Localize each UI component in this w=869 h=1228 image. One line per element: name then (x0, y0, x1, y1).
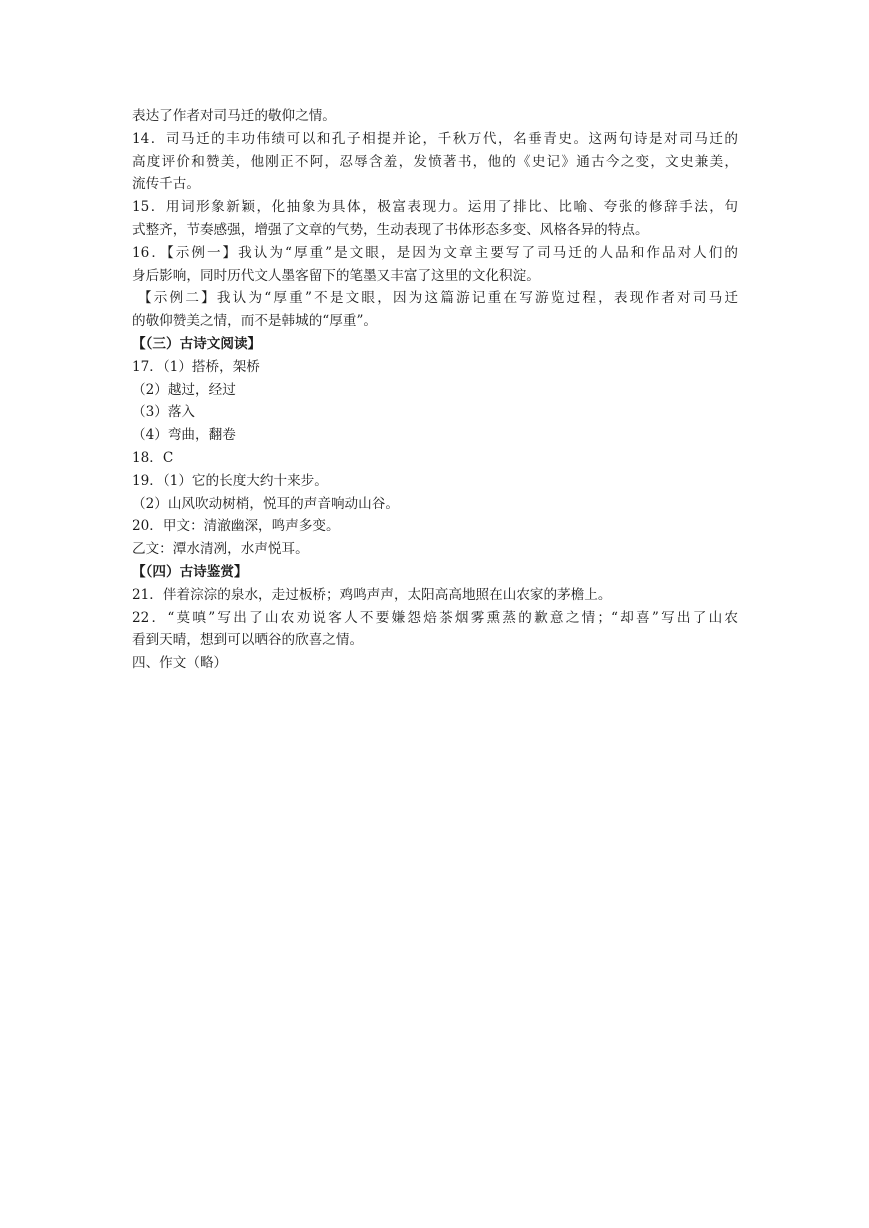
answer-text-body (132, 105, 738, 675)
answer-17-item-1: 17．（1）搭桥，架桥 (132, 358, 260, 375)
answer-19-item-2: （2）山风吹动树梢，悦耳的声音响动山谷。 (132, 495, 399, 512)
section-heading-3: 【（三）古诗文阅读】 (132, 335, 262, 352)
section-essay: 四、作文（略） (132, 655, 228, 672)
answer-17-item-4: （4）弯曲，翻卷 (132, 427, 236, 444)
text-line: 表达了作者对司马迁的敬仰之情。 (132, 108, 336, 124)
answer-17-item-2: （2）越过，经过 (132, 381, 236, 398)
answer-15-line-2: 式整齐，节奏感强，增强了文章的气势，生动表现了书体形态多变、风格各异的特点。 (132, 221, 649, 238)
answer-21: 21．伴着淙淙的泉水，走过板桥；鸡鸣声声，太阳高高地照在山农家的茅檐上。 (132, 586, 612, 603)
answer-22-line-1: 22．“莫嗔”写出了山农劝说客人不要嫌怨焙茶烟雾熏蒸的歉意之情；“却喜”写出了山农 (132, 609, 738, 626)
answer-16-line-1: 16．【示例一】我认为“厚重”是文眼，是因为文章主要写了司马迁的人品和作品对人们的 (132, 244, 738, 261)
answer-19-item-1: 19．（1）它的长度大约十来步。 (132, 472, 328, 489)
answer-20-part-a: 20．甲文：清澈幽深，鸣声多变。 (132, 518, 340, 535)
answer-22-line-2: 看到天晴，想到可以晒谷的欣喜之情。 (132, 632, 364, 649)
answer-14-line-3: 流传千古。 (132, 176, 200, 193)
answer-16-example-2-line-2: 的敬仰赞美之情，而不是韩城的“厚重”。 (132, 313, 377, 330)
answer-18: 18．C (132, 449, 174, 466)
answer-14-line-2: 高度评价和赞美，他刚正不阿，忍辱含羞，发愤著书，他的《史记》通古今之变，文史兼美， (132, 153, 738, 170)
answer-16-line-2: 身后影响，同时历代文人墨客留下的笔墨又丰富了这里的文化积淀。 (132, 267, 540, 284)
answer-14-line-1: 14．司马迁的丰功伟绩可以和孔子相提并论，千秋万代，名垂青史。这两句诗是对司马迁的 (132, 130, 738, 147)
answer-15-line-1: 15．用词形象新颖，化抽象为具体，极富表现力。运用了排比、比喻、夸张的修辞手法，句 (132, 199, 738, 216)
section-heading-4: 【（四）古诗鉴赏】 (132, 563, 248, 580)
answer-16-example-2-line-1: 【示例二】我认为“厚重”不是文眼，因为这篇游记重在写游览过程，表现作者对司马迁 (138, 290, 738, 307)
answer-17-item-3: （3）落入 (132, 404, 196, 421)
answer-20-part-b: 乙文：潭水清冽，水声悦耳。 (132, 541, 309, 558)
